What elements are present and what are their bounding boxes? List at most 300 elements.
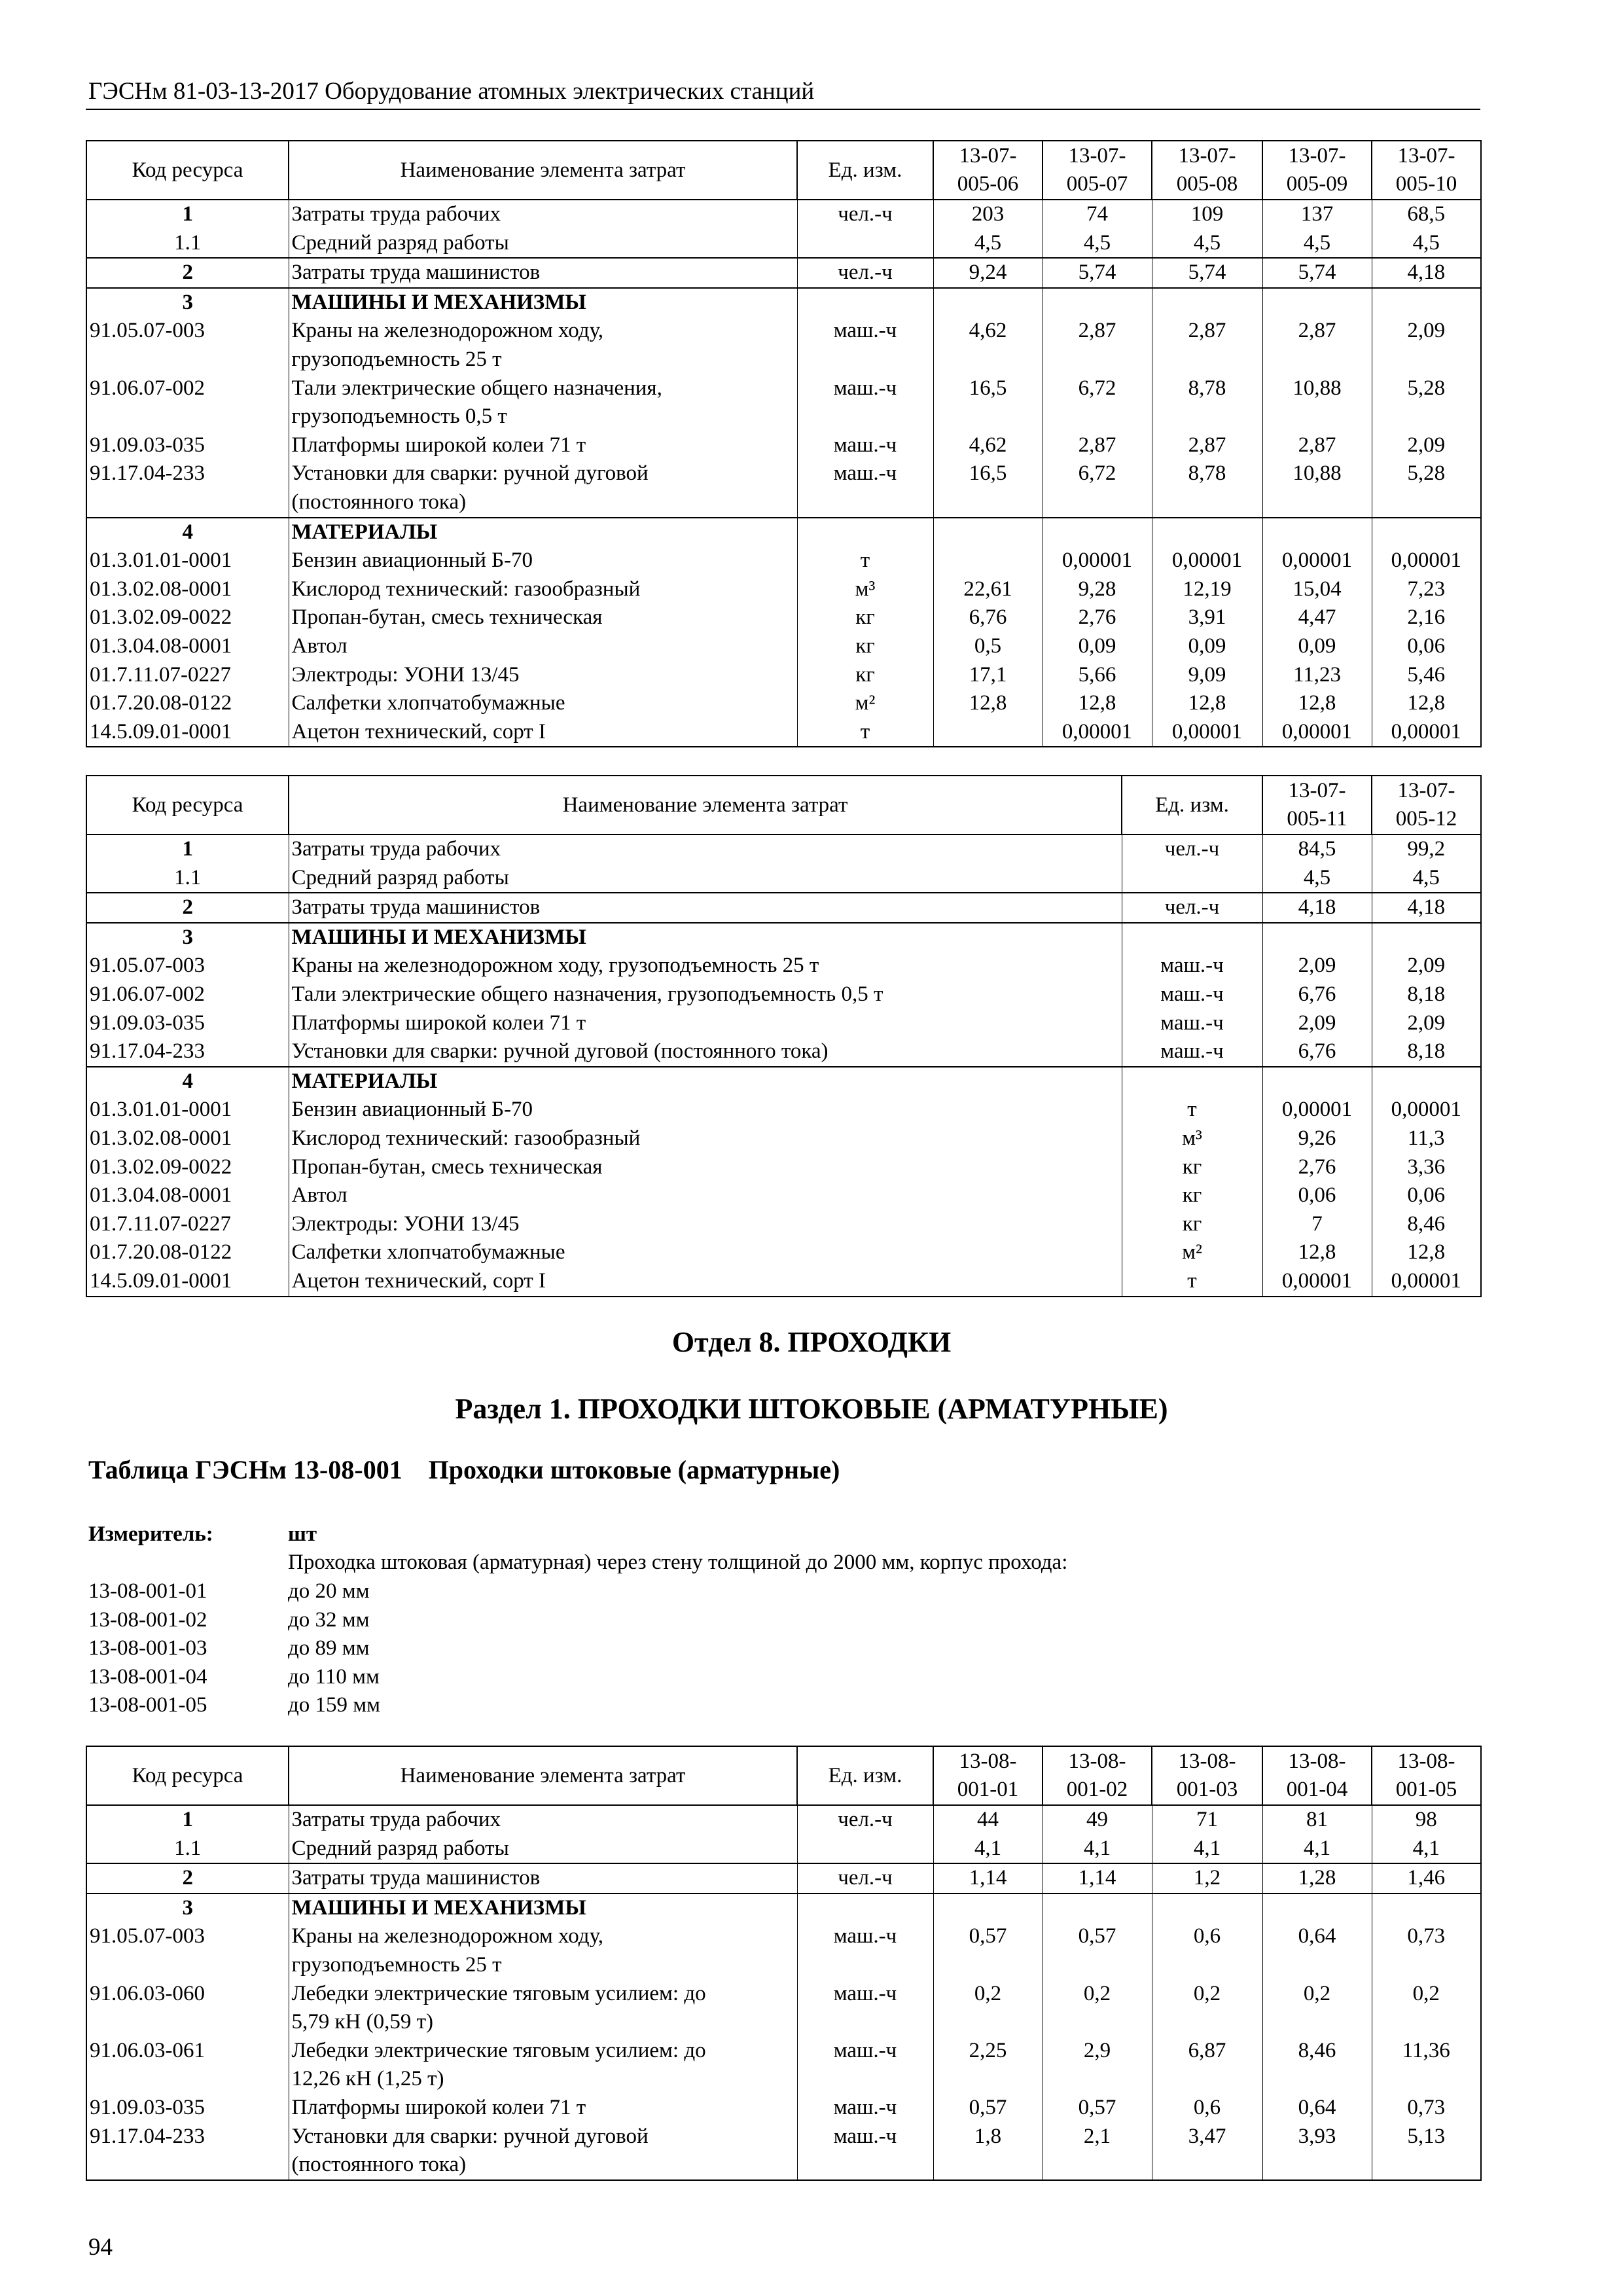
- resource-value: [933, 718, 1043, 747]
- row-group: [86, 200, 1481, 258]
- resource-value: 3,36: [1372, 1153, 1481, 1182]
- resource-value: 0,00001: [1262, 547, 1372, 575]
- resource-value: [933, 547, 1043, 575]
- resource-name: Пропан-бутан, смесь техническая: [289, 603, 797, 632]
- resource-value: 11,3: [1372, 1124, 1481, 1153]
- resource-value: 5,66: [1043, 661, 1152, 690]
- header-row: [86, 776, 1481, 834]
- resource-code: 01.7.11.07-0227: [86, 1210, 289, 1239]
- measure-description: Проходка штоковая (арматурная) через стену толщиной до 2000 мм, корпус прохода:: [288, 1551, 1068, 1574]
- resource-name: Салфетки хлопчатобумажные: [289, 689, 797, 718]
- resource-value: 4,1: [1372, 1835, 1481, 1864]
- resource-value: 4,1: [1262, 1835, 1372, 1864]
- header-norm-code: 13-07- 005-08: [1152, 141, 1262, 200]
- resource-unit: [797, 1893, 933, 1923]
- resource-unit: маш.-ч: [797, 317, 933, 374]
- resource-value: 12,8: [1043, 689, 1152, 718]
- resource-value: 2,87: [1043, 431, 1152, 460]
- resource-value: 6,76: [1262, 1037, 1372, 1067]
- resource-name: Пропан-бутан, смесь техническая: [289, 1153, 1122, 1182]
- resource-unit: т: [797, 547, 933, 575]
- resource-name: МАТЕРИАЛЫ: [289, 1067, 1122, 1096]
- measure-item-text: до 20 мм: [288, 1579, 370, 1603]
- resource-value: [1372, 1893, 1481, 1923]
- resource-name: МАТЕРИАЛЫ: [289, 518, 797, 547]
- resource-table-2: [86, 775, 1482, 1297]
- resource-name: Средний разряд работы: [289, 1835, 797, 1864]
- resource-code: 3: [86, 288, 289, 317]
- resource-value: 2,87: [1152, 431, 1262, 460]
- resource-unit: кг: [1122, 1153, 1262, 1182]
- resource-value: 2,25: [933, 2037, 1043, 2094]
- resource-value: 12,8: [1152, 689, 1262, 718]
- row-group: [86, 258, 1481, 288]
- resource-value: 1,28: [1262, 1863, 1372, 1893]
- resource-value: 4,5: [1372, 864, 1481, 893]
- resource-value: [1043, 518, 1152, 547]
- table-row: [86, 603, 1481, 632]
- table-row: [86, 575, 1481, 604]
- table-id: Таблица ГЭСНм 13-08-001: [88, 1455, 402, 1484]
- resource-name: Средний разряд работы: [289, 864, 1122, 893]
- resource-value: 0,00001: [1262, 1096, 1372, 1124]
- resource-code: 14.5.09.01-0001: [86, 718, 289, 747]
- resource-value: 4,18: [1372, 258, 1481, 288]
- table-row: [86, 1153, 1481, 1182]
- resource-value: 5,74: [1262, 258, 1372, 288]
- table-row: [86, 1009, 1481, 1038]
- resource-value: 2,76: [1043, 603, 1152, 632]
- row-group: [86, 288, 1481, 518]
- row-group: [86, 1805, 1481, 1863]
- resource-name: Салфетки хлопчатобумажные: [289, 1238, 1122, 1267]
- resource-unit: маш.-ч: [797, 2123, 933, 2180]
- resource-value: [933, 518, 1043, 547]
- resource-unit: [1122, 923, 1262, 952]
- row-group: [86, 518, 1481, 747]
- resource-code: 91.05.07-003: [86, 952, 289, 980]
- resource-value: 2,09: [1372, 431, 1481, 460]
- resource-code: 91.06.03-060: [86, 1980, 289, 2037]
- resource-unit: [797, 288, 933, 317]
- resource-value: 2,16: [1372, 603, 1481, 632]
- resource-value: 1,2: [1152, 1863, 1262, 1893]
- resource-value: 0,00001: [1372, 718, 1481, 747]
- resource-unit: чел.-ч: [1122, 834, 1262, 864]
- resource-value: 99,2: [1372, 834, 1481, 864]
- page-number: 94: [88, 2234, 113, 2261]
- resource-value: 0,00001: [1372, 1096, 1481, 1124]
- resource-value: 1,46: [1372, 1863, 1481, 1893]
- resource-value: 2,09: [1262, 1009, 1372, 1038]
- resource-unit: [1122, 1067, 1262, 1096]
- row-group: [86, 923, 1481, 1067]
- resource-value: 5,28: [1372, 459, 1481, 517]
- resource-value: 5,13: [1372, 2123, 1481, 2180]
- header-name: Наименование элемента затрат: [289, 1746, 797, 1805]
- resource-value: 6,72: [1043, 374, 1152, 431]
- resource-code: 1: [86, 1805, 289, 1835]
- resource-value: 0,6: [1152, 2094, 1262, 2123]
- resource-value: 0,00001: [1152, 718, 1262, 747]
- table-row: [86, 661, 1481, 690]
- resource-value: 1,8: [933, 2123, 1043, 2180]
- resource-name: Платформы широкой колеи 71 т: [289, 1009, 1122, 1038]
- resource-code: 01.3.01.01-0001: [86, 547, 289, 575]
- resource-value: 2,09: [1372, 1009, 1481, 1038]
- row-group: [86, 1893, 1481, 2180]
- resource-name: Краны на железнодорожном ходу, грузоподъемность 25 т: [289, 1922, 797, 1979]
- resource-value: 0,09: [1262, 632, 1372, 661]
- resource-value: 8,46: [1372, 1210, 1481, 1239]
- resource-value: 74: [1043, 200, 1152, 229]
- resource-code: 01.3.02.09-0022: [86, 603, 289, 632]
- resource-name: Бензин авиационный Б-70: [289, 1096, 1122, 1124]
- resource-value: 5,28: [1372, 374, 1481, 431]
- table-row: [86, 834, 1481, 864]
- resource-value: 2,76: [1262, 1153, 1372, 1182]
- table-row: [86, 200, 1481, 229]
- header-norm-code: 13-08- 001-04: [1262, 1746, 1372, 1805]
- table-row: [86, 1181, 1481, 1210]
- resource-value: 71: [1152, 1805, 1262, 1835]
- table-row: [86, 689, 1481, 718]
- resource-value: 4,5: [1262, 229, 1372, 259]
- resource-name: Ацетон технический, сорт I: [289, 1267, 1122, 1297]
- resource-value: 2,87: [1043, 317, 1152, 374]
- resource-value: 9,26: [1262, 1124, 1372, 1153]
- header-row: [86, 141, 1481, 200]
- header-rule: [86, 109, 1480, 110]
- resource-value: 0,64: [1262, 1922, 1372, 1979]
- resource-value: 3,47: [1152, 2123, 1262, 2180]
- resource-code: 91.06.07-002: [86, 374, 289, 431]
- resource-value: 137: [1262, 200, 1372, 229]
- resource-value: [933, 288, 1043, 317]
- table-row: [86, 893, 1481, 923]
- resource-code: 91.05.07-003: [86, 317, 289, 374]
- resource-value: [1372, 518, 1481, 547]
- resource-value: 12,8: [933, 689, 1043, 718]
- resource-code: 01.3.04.08-0001: [86, 632, 289, 661]
- resource-unit: [797, 229, 933, 259]
- row-group: [86, 893, 1481, 923]
- resource-name: Тали электрические общего назначения, грузоподъемность 0,5 т: [289, 980, 1122, 1009]
- resource-value: 2,09: [1372, 317, 1481, 374]
- table-row: [86, 288, 1481, 317]
- resource-unit: [1122, 864, 1262, 893]
- resource-unit: маш.-ч: [797, 459, 933, 517]
- resource-value: 84,5: [1262, 834, 1372, 864]
- resource-value: 2,9: [1043, 2037, 1152, 2094]
- row-group: [86, 1863, 1481, 1893]
- resource-value: [1152, 1893, 1262, 1923]
- row-group: [86, 1067, 1481, 1297]
- table-row: [86, 1893, 1481, 1923]
- resource-value: 0,2: [1043, 1980, 1152, 2037]
- resource-value: 1,14: [1043, 1863, 1152, 1893]
- resource-value: 6,87: [1152, 2037, 1262, 2094]
- resource-code: 91.06.07-002: [86, 980, 289, 1009]
- resource-code: 14.5.09.01-0001: [86, 1267, 289, 1297]
- measure-label: Измеритель:: [88, 1522, 213, 1546]
- resource-code: 01.7.11.07-0227: [86, 661, 289, 690]
- resource-name: Электроды: УОНИ 13/45: [289, 661, 797, 690]
- resource-value: [1372, 288, 1481, 317]
- header-norm-code: 13-07- 005-12: [1372, 776, 1481, 834]
- resource-table-1: [86, 140, 1482, 747]
- table-row: [86, 952, 1481, 980]
- table-row: [86, 1863, 1481, 1893]
- resource-value: 4,1: [1152, 1835, 1262, 1864]
- resource-unit: маш.-ч: [797, 431, 933, 460]
- measure-item-code: 13-08-001-05: [88, 1693, 207, 1717]
- resource-value: 9,28: [1043, 575, 1152, 604]
- resource-code: 01.3.02.09-0022: [86, 1153, 289, 1182]
- resource-name: МАШИНЫ И МЕХАНИЗМЫ: [289, 288, 797, 317]
- resource-unit: чел.-ч: [797, 200, 933, 229]
- resource-value: 3,91: [1152, 603, 1262, 632]
- resource-value: 8,18: [1372, 1037, 1481, 1067]
- header-norm-code: 13-07- 005-10: [1372, 141, 1481, 200]
- resource-value: 3,93: [1262, 2123, 1372, 2180]
- resource-value: 81: [1262, 1805, 1372, 1835]
- department-heading: Отдел 8. ПРОХОДКИ: [671, 1326, 952, 1358]
- row-group: [86, 834, 1481, 893]
- table-row: [86, 1096, 1481, 1124]
- resource-value: 2,09: [1372, 952, 1481, 980]
- header-row: [86, 1746, 1481, 1805]
- resource-unit: маш.-ч: [797, 1922, 933, 1979]
- resource-value: 4,5: [933, 229, 1043, 259]
- resource-unit: маш.-ч: [1122, 952, 1262, 980]
- resource-value: 4,18: [1262, 893, 1372, 923]
- running-head: ГЭСНм 81-03-13-2017 Оборудование атомных электрических станций: [88, 78, 815, 105]
- header-code: Код ресурса: [86, 141, 289, 200]
- resource-name: Затраты труда рабочих: [289, 834, 1122, 864]
- resource-name: Платформы широкой колеи 71 т: [289, 431, 797, 460]
- resource-code: 91.17.04-233: [86, 459, 289, 517]
- resource-unit: м²: [1122, 1238, 1262, 1267]
- resource-value: 4,62: [933, 317, 1043, 374]
- resource-value: 0,2: [1372, 1980, 1481, 2037]
- resource-value: 4,1: [1043, 1835, 1152, 1864]
- resource-value: 1,14: [933, 1863, 1043, 1893]
- resource-value: 0,06: [1262, 1181, 1372, 1210]
- resource-code: 91.09.03-035: [86, 1009, 289, 1038]
- resource-unit: т: [1122, 1096, 1262, 1124]
- resource-unit: маш.-ч: [1122, 1009, 1262, 1038]
- resource-value: 7: [1262, 1210, 1372, 1239]
- resource-unit: м³: [797, 575, 933, 604]
- resource-value: 4,5: [1262, 864, 1372, 893]
- resource-value: [1043, 288, 1152, 317]
- resource-code: 1: [86, 834, 289, 864]
- resource-value: 12,8: [1262, 689, 1372, 718]
- resource-unit: т: [1122, 1267, 1262, 1297]
- header-norm-code: 13-08- 001-02: [1043, 1746, 1152, 1805]
- resource-value: 0,57: [1043, 2094, 1152, 2123]
- resource-value: 0,2: [933, 1980, 1043, 2037]
- resource-value: 2,87: [1152, 317, 1262, 374]
- table-row: [86, 229, 1481, 259]
- resource-value: [1152, 518, 1262, 547]
- resource-name: Установки для сварки: ручной дуговой (постоянного тока): [289, 1037, 1122, 1067]
- resource-unit: маш.-ч: [1122, 980, 1262, 1009]
- resource-value: 4,5: [1152, 229, 1262, 259]
- resource-unit: кг: [797, 603, 933, 632]
- resource-code: 1: [86, 200, 289, 229]
- resource-value: 2,1: [1043, 2123, 1152, 2180]
- resource-unit: т: [797, 718, 933, 747]
- table-row: [86, 1238, 1481, 1267]
- resource-value: 0,00001: [1152, 547, 1262, 575]
- header-code: Код ресурса: [86, 1746, 289, 1805]
- resource-name: МАШИНЫ И МЕХАНИЗМЫ: [289, 923, 1122, 952]
- resource-name: Платформы широкой колеи 71 т: [289, 2094, 797, 2123]
- measure-item-text: до 32 мм: [288, 1607, 370, 1632]
- table-row: [86, 258, 1481, 288]
- resource-unit: м³: [1122, 1124, 1262, 1153]
- resource-value: 8,78: [1152, 374, 1262, 431]
- header-code: Код ресурса: [86, 776, 289, 834]
- table-row: [86, 2123, 1481, 2180]
- measure-item-text: до 89 мм: [288, 1636, 370, 1660]
- resource-value: 0,57: [933, 2094, 1043, 2123]
- table-row: [86, 1267, 1481, 1297]
- resource-code: 01.3.01.01-0001: [86, 1096, 289, 1124]
- resource-name: Тали электрические общего назначения, грузоподъемность 0,5 т: [289, 374, 797, 431]
- resource-name: Затраты труда машинистов: [289, 893, 1122, 923]
- measure-item-code: 13-08-001-04: [88, 1664, 207, 1689]
- resource-name: Ацетон технический, сорт I: [289, 718, 797, 747]
- resource-value: 4,5: [1043, 229, 1152, 259]
- resource-unit: [797, 1835, 933, 1864]
- resource-value: 6,76: [933, 603, 1043, 632]
- resource-name: Средний разряд работы: [289, 229, 797, 259]
- resource-value: 15,04: [1262, 575, 1372, 604]
- resource-code: 91.17.04-233: [86, 2123, 289, 2180]
- header-norm-code: 13-07- 005-09: [1262, 141, 1372, 200]
- measure-item-code: 13-08-001-03: [88, 1636, 207, 1660]
- header-unit: Ед. изм.: [1122, 776, 1262, 834]
- resource-value: 9,09: [1152, 661, 1262, 690]
- table-row: [86, 2094, 1481, 2123]
- resource-value: [1372, 1067, 1481, 1096]
- resource-name: Кислород технический: газообразный: [289, 1124, 1122, 1153]
- table-row: [86, 1805, 1481, 1835]
- resource-name: Установки для сварки: ручной дуговой (постоянного тока): [289, 2123, 797, 2180]
- resource-code: 1.1: [86, 1835, 289, 1864]
- resource-code: 4: [86, 518, 289, 547]
- resource-code: 1.1: [86, 864, 289, 893]
- table-row: [86, 459, 1481, 517]
- resource-code: 1.1: [86, 229, 289, 259]
- table-row: [86, 632, 1481, 661]
- resource-code: 91.09.03-035: [86, 431, 289, 460]
- resource-unit: маш.-ч: [1122, 1037, 1262, 1067]
- table-row: [86, 1067, 1481, 1096]
- resource-unit: кг: [797, 632, 933, 661]
- measure-unit: шт: [288, 1522, 317, 1546]
- resource-value: 0,06: [1372, 1181, 1481, 1210]
- resource-value: 203: [933, 200, 1043, 229]
- resource-name: МАШИНЫ И МЕХАНИЗМЫ: [289, 1893, 797, 1923]
- resource-value: 8,18: [1372, 980, 1481, 1009]
- resource-value: 0,73: [1372, 1922, 1481, 1979]
- resource-value: 0,6: [1152, 1922, 1262, 1979]
- table-row: [86, 518, 1481, 547]
- resource-value: 0,57: [1043, 1922, 1152, 1979]
- resource-value: 49: [1043, 1805, 1152, 1835]
- resource-value: [1262, 288, 1372, 317]
- resource-name: Автол: [289, 1181, 1122, 1210]
- resource-value: [1262, 1893, 1372, 1923]
- resource-value: 11,36: [1372, 2037, 1481, 2094]
- resource-value: 0,09: [1152, 632, 1262, 661]
- resource-value: 5,74: [1152, 258, 1262, 288]
- resource-code: 2: [86, 1863, 289, 1893]
- resource-value: 0,00001: [1043, 547, 1152, 575]
- resource-value: 2,87: [1262, 317, 1372, 374]
- resource-name: Лебедки электрические тяговым усилием: до 12,26 кН (1,25 т): [289, 2037, 797, 2094]
- table-row: [86, 1980, 1481, 2037]
- resource-value: 9,24: [933, 258, 1043, 288]
- header-norm-code: 13-08- 001-05: [1372, 1746, 1481, 1805]
- resource-value: 109: [1152, 200, 1262, 229]
- resource-value: 0,73: [1372, 2094, 1481, 2123]
- resource-unit: чел.-ч: [797, 1805, 933, 1835]
- resource-value: 10,88: [1262, 374, 1372, 431]
- resource-unit: чел.-ч: [1122, 893, 1262, 923]
- table-row: [86, 1037, 1481, 1067]
- table-row: [86, 1835, 1481, 1864]
- resource-value: [933, 1893, 1043, 1923]
- resource-code: 91.06.03-061: [86, 2037, 289, 2094]
- resource-value: 11,23: [1262, 661, 1372, 690]
- resource-value: 0,57: [933, 1922, 1043, 1979]
- header-name: Наименование элемента затрат: [289, 776, 1122, 834]
- resource-code: 2: [86, 893, 289, 923]
- resource-value: 0,00001: [1262, 718, 1372, 747]
- resource-unit: кг: [1122, 1181, 1262, 1210]
- resource-value: 16,5: [933, 374, 1043, 431]
- resource-name: Установки для сварки: ручной дуговой (постоянного тока): [289, 459, 797, 517]
- resource-value: 22,61: [933, 575, 1043, 604]
- resource-unit: маш.-ч: [797, 2094, 933, 2123]
- header-norm-code: 13-07- 005-06: [933, 141, 1043, 200]
- resource-code: 2: [86, 258, 289, 288]
- resource-value: 0,2: [1152, 1980, 1262, 2037]
- subsection-heading: Раздел 1. ПРОХОДКИ ШТОКОВЫЕ (АРМАТУРНЫЕ): [455, 1393, 1168, 1425]
- resource-value: 4,5: [1372, 229, 1481, 259]
- resource-value: [1262, 518, 1372, 547]
- resource-code: 3: [86, 923, 289, 952]
- resource-unit: маш.-ч: [797, 2037, 933, 2094]
- resource-name: Автол: [289, 632, 797, 661]
- header-norm-code: 13-08- 001-03: [1152, 1746, 1262, 1805]
- resource-value: 0,00001: [1043, 718, 1152, 747]
- resource-value: 6,72: [1043, 459, 1152, 517]
- table-row: [86, 923, 1481, 952]
- resource-value: 6,76: [1262, 980, 1372, 1009]
- resource-name: Краны на железнодорожном ходу, грузоподъемность 25 т: [289, 952, 1122, 980]
- resource-value: 12,8: [1262, 1238, 1372, 1267]
- resource-code: 4: [86, 1067, 289, 1096]
- resource-value: 0,06: [1372, 632, 1481, 661]
- header-unit: Ед. изм.: [797, 1746, 933, 1805]
- resource-value: 2,09: [1262, 952, 1372, 980]
